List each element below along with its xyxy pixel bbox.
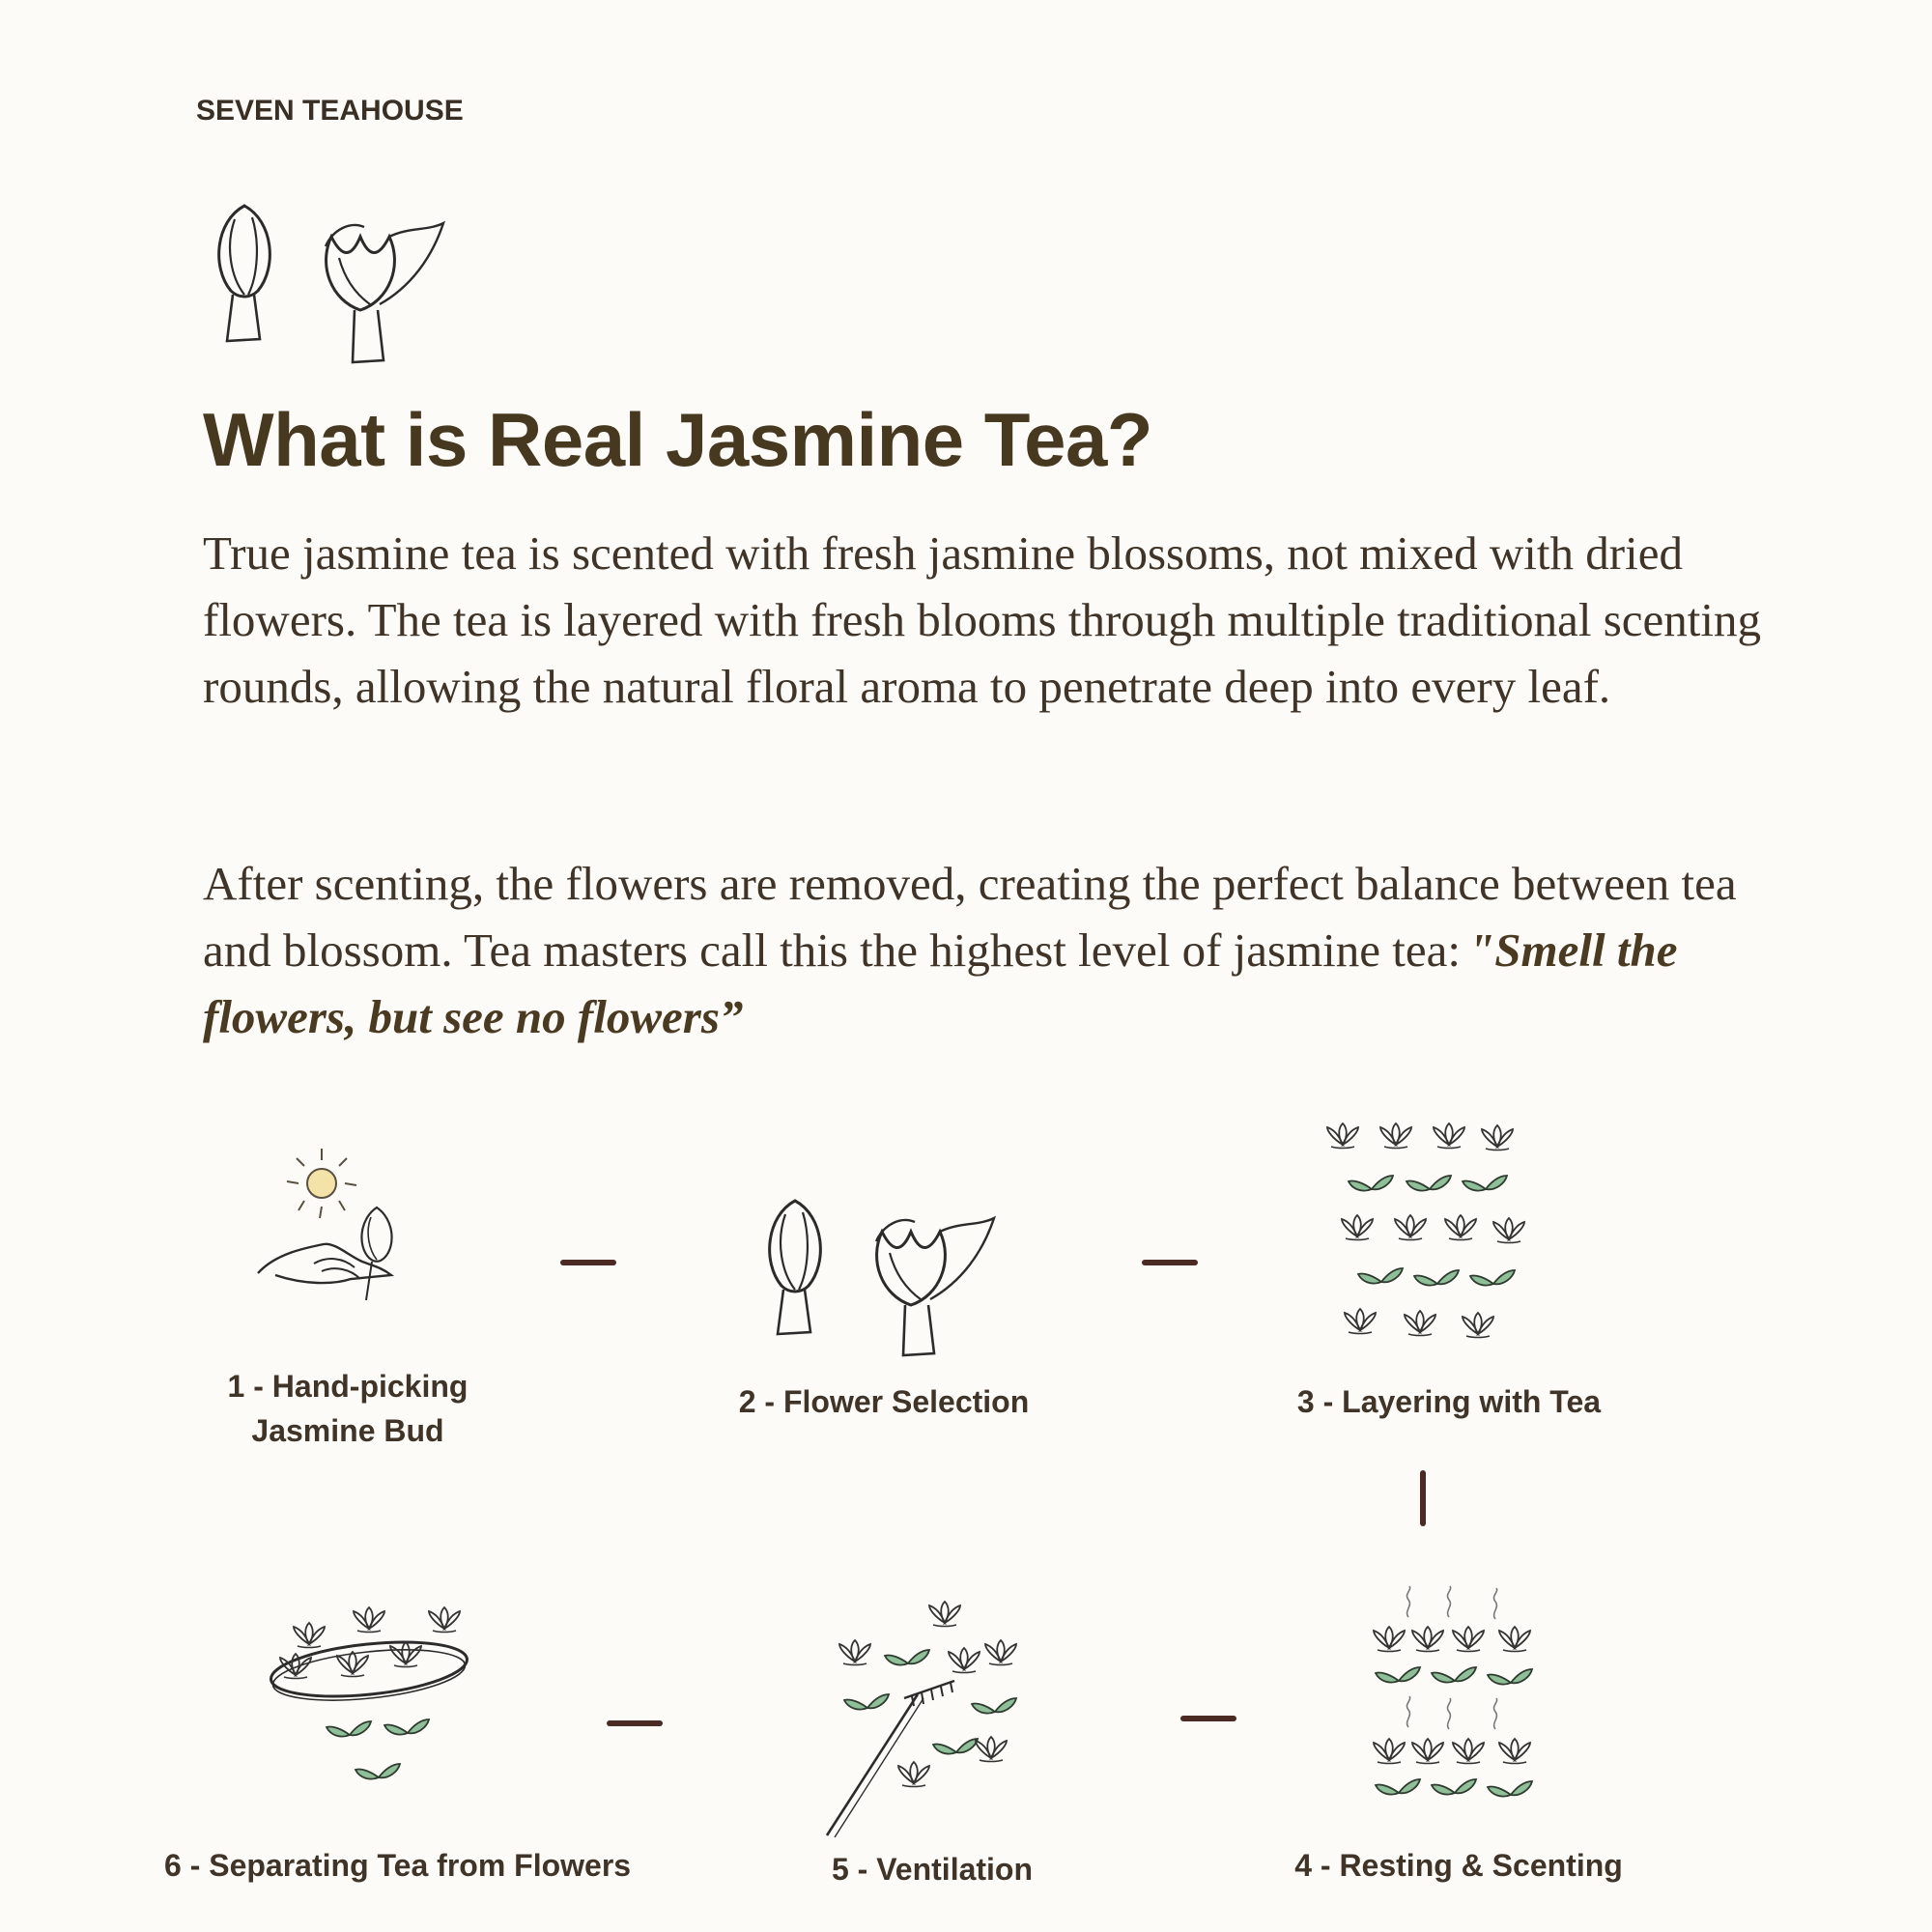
- connector-5-6: [607, 1720, 663, 1726]
- brand-name: SEVEN TEAHOUSE: [196, 95, 464, 127]
- step-label-1-line2: Jasmine Bud: [251, 1413, 444, 1448]
- step-label-6: 6 - Separating Tea from Flowers: [164, 1848, 632, 1883]
- resting-icon: [1352, 1584, 1565, 1816]
- balance-paragraph-text: After scenting, the flowers are removed, creating the perfect balance between tea and blossom. Tea masters call this the highest level of jasmine tea:: [203, 857, 1737, 977]
- step-label-4: 4 - Resting & Scenting: [1294, 1848, 1623, 1883]
- connector-4-5: [1180, 1716, 1236, 1721]
- separating-icon: [261, 1594, 483, 1806]
- ventilation-icon: [811, 1594, 1043, 1845]
- intro-paragraph: True jasmine tea is scented with fresh jasmine blossoms, not mixed with dried flowers. The tea is layered with fresh blooms through multiple traditional scenting rounds, allowing the natural floral aroma to penetrate deep into every leaf.: [203, 526, 1762, 713]
- page-title: What is Real Jasmine Tea?: [203, 397, 1153, 482]
- jasmine-buds-icon: [749, 1193, 1009, 1367]
- step-label-1-line1: 1 - Hand-picking: [227, 1369, 469, 1404]
- step-label-2: 2 - Flower Selection: [738, 1384, 1030, 1419]
- connector-1-2: [560, 1260, 616, 1265]
- step-label-5: 5 - Ventilation: [831, 1852, 1034, 1887]
- hand-picking-icon: [246, 1130, 440, 1343]
- step-label-1: [208, 1364, 488, 1453]
- quote-text: "Smell the flowers, but see no flowers”: [203, 923, 1678, 1043]
- jasmine-buds-icon: [198, 198, 459, 372]
- layering-icon: [1314, 1116, 1546, 1367]
- connector-3-4: [1420, 1470, 1426, 1526]
- connector-2-3: [1142, 1260, 1198, 1265]
- step-label-3: 3 - Layering with Tea: [1296, 1384, 1602, 1419]
- balance-paragraph: [203, 850, 1787, 1050]
